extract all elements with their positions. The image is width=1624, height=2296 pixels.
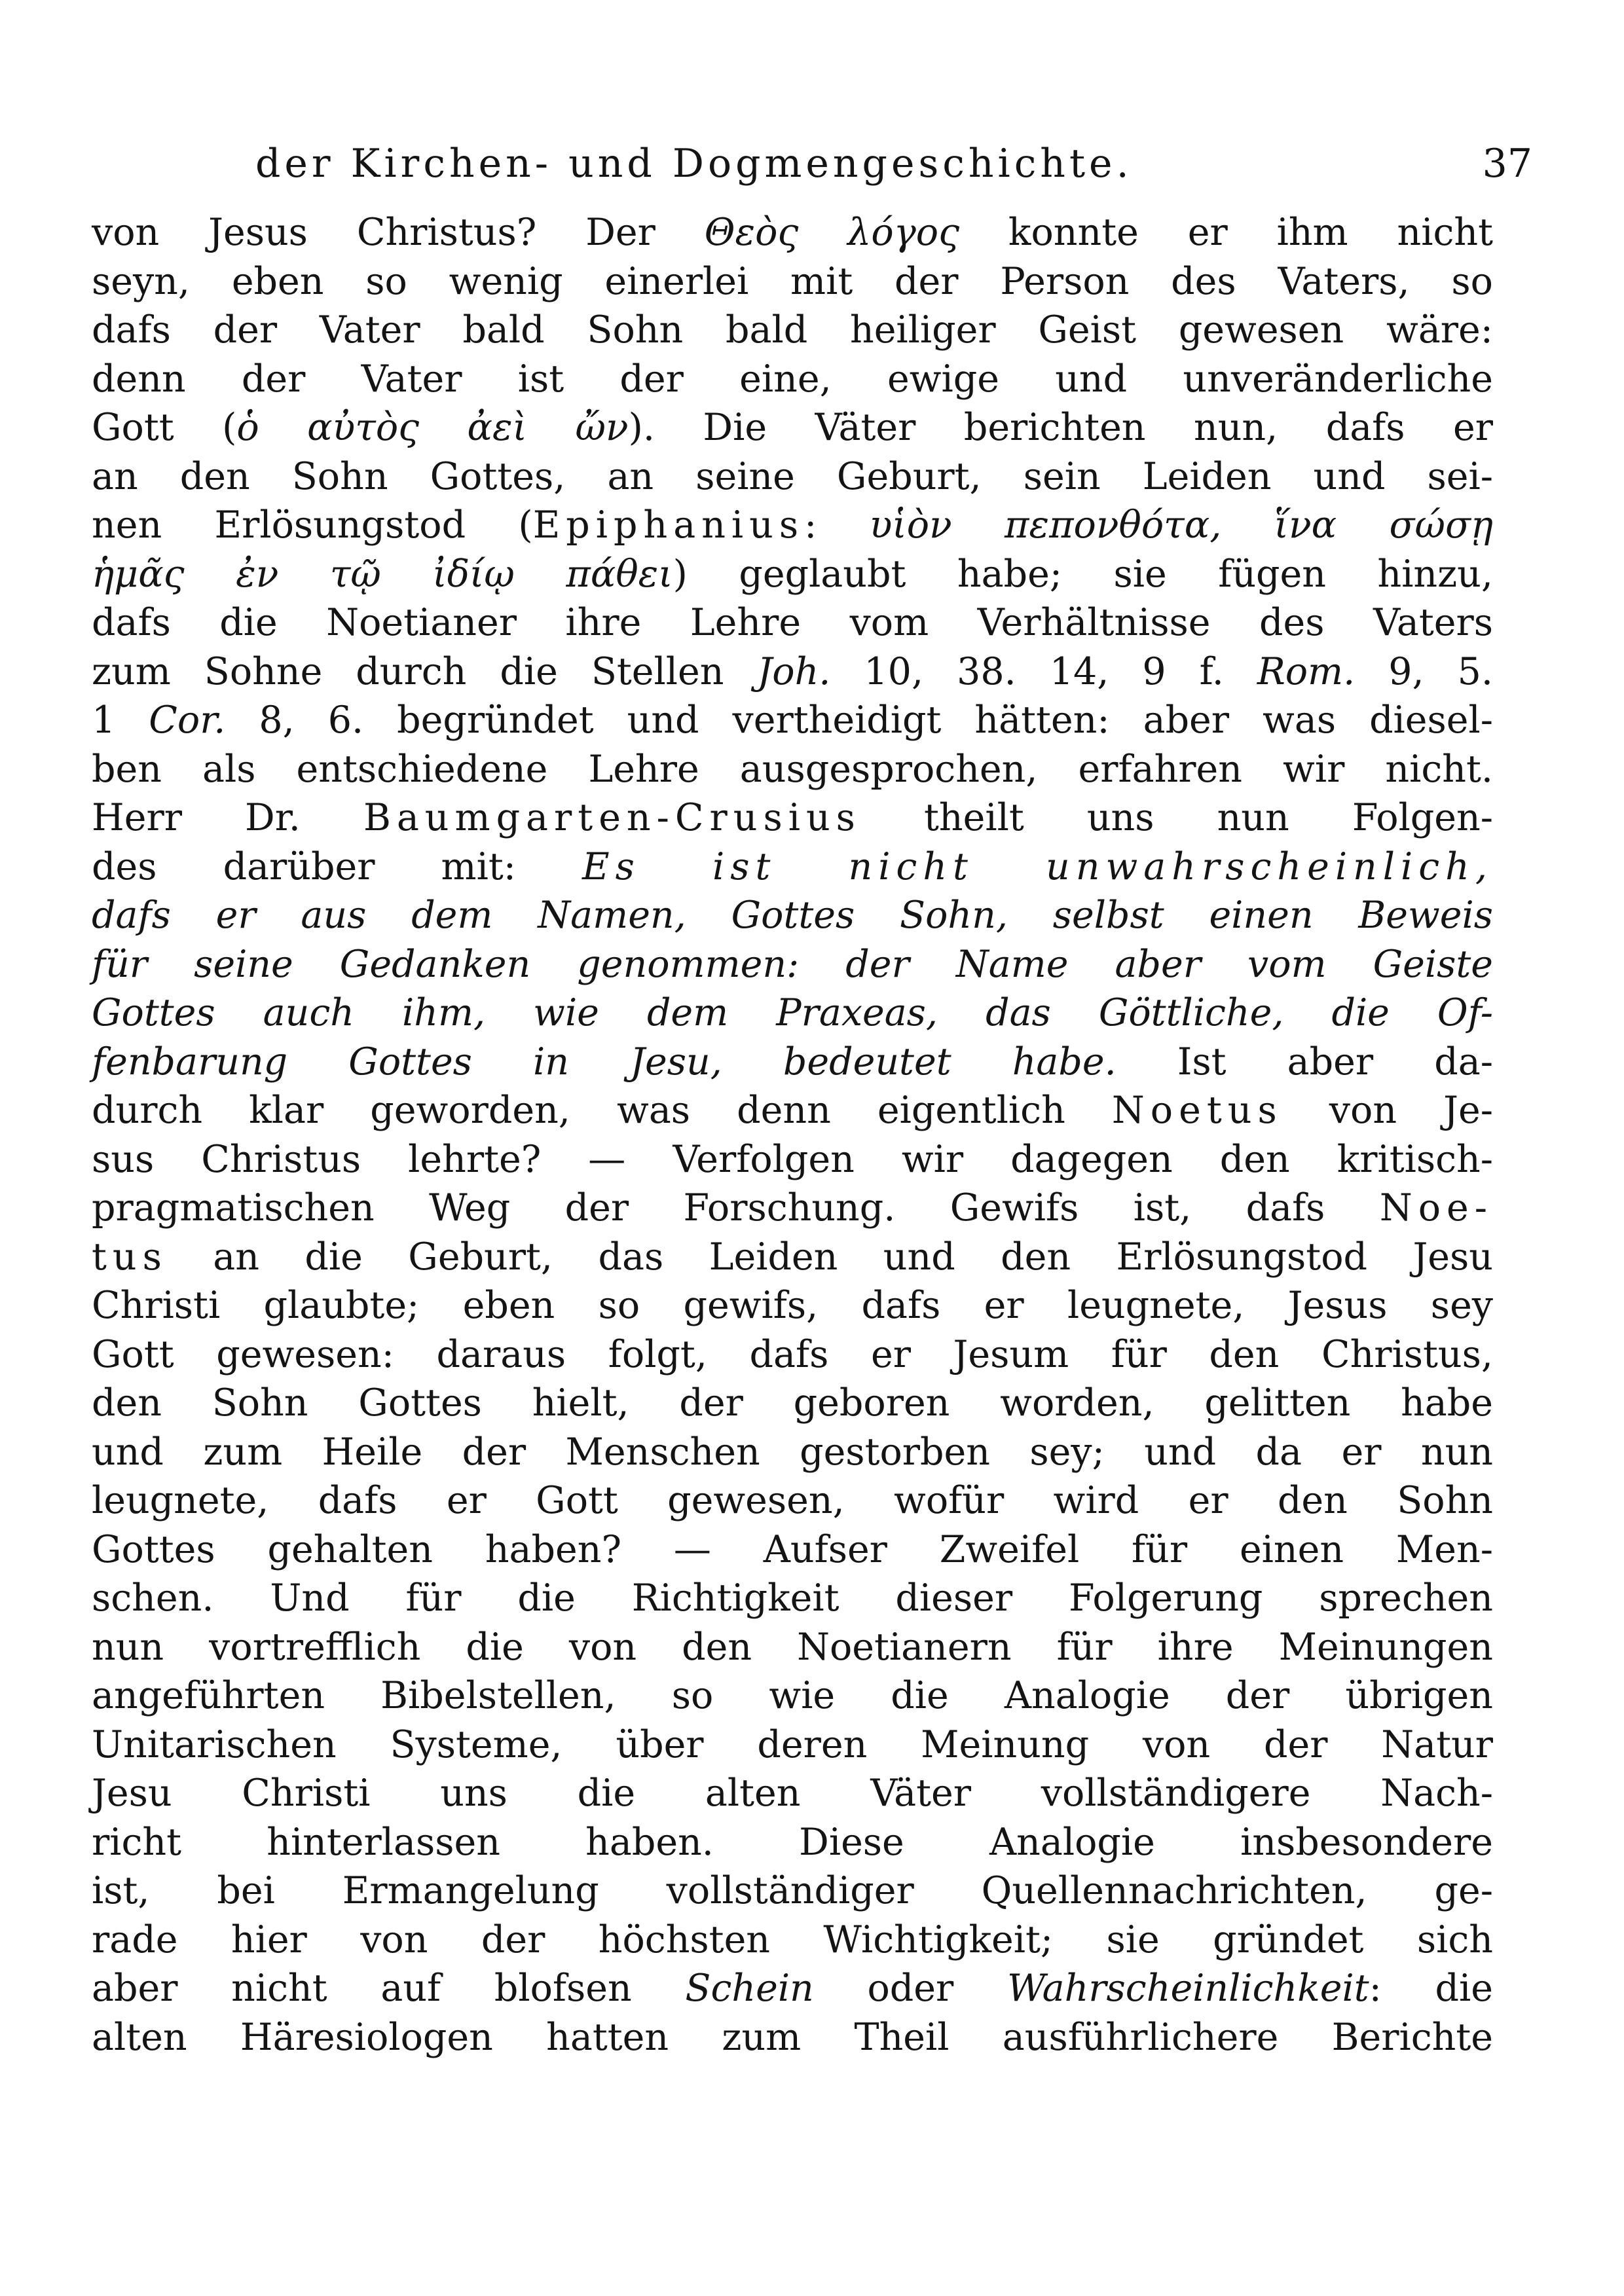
text-segment: ). Die Väter berichten nun, dafs er — [628, 406, 1493, 449]
text-line — [92, 1476, 1493, 1525]
text-segment: ben als entschiedene Lehre ausgesprochen, erfahren wir nicht. — [92, 747, 1493, 791]
text-segment: richt hinterlassen haben. Diese Analogie insbesondere — [92, 1820, 1493, 1864]
text-line — [92, 1379, 1493, 1428]
text-line — [92, 306, 1493, 355]
text-segment: ist, bei Ermangelung vollständiger Quellennachrichten, ge- — [92, 1869, 1493, 1912]
text-segment: 9, 5. — [1355, 649, 1493, 693]
text-segment: Gott ( — [92, 406, 237, 449]
text-segment: ὁ αὐτὸς ἀεὶ ὤν — [236, 406, 629, 449]
text-segment: den Sohn Gottes hielt, der geboren worden, gelitten habe — [92, 1381, 1493, 1425]
text-line — [92, 1721, 1493, 1770]
running-title: der Kirchen- und Dogmengeschichte. — [255, 141, 1133, 187]
text-line — [92, 257, 1493, 306]
text-segment: Baumgarten-Crusius — [363, 796, 861, 839]
text-segment: tus — [92, 1235, 168, 1279]
text-segment: dafs er aus dem Namen, Gottes Sohn, selbst einen Beweis — [92, 894, 1493, 937]
text-segment: 1 — [92, 699, 149, 742]
text-line — [92, 793, 1493, 843]
text-segment: υἱὸν πεπονθότα, ἵνα σώσῃ — [869, 503, 1494, 547]
text-segment: ) geglaubt habe; sie fügen hinzu, — [673, 552, 1493, 596]
text-line — [92, 403, 1493, 452]
text-segment: dafs die Noetianer ihre Lehre vom Verhältnisse des Vaters — [92, 601, 1493, 644]
text-segment: : die — [1369, 1967, 1493, 2010]
text-segment: konnte er ihm nicht — [959, 211, 1493, 254]
text-segment: Christi glaubte; eben so gewifs, dafs er leugnete, Jesus sey — [92, 1284, 1493, 1327]
text-segment: des darüber mit: — [92, 845, 583, 888]
text-line — [92, 891, 1493, 940]
text-segment: Schein — [685, 1967, 814, 2010]
text-segment: durch klar geworden, was denn eigentlich — [92, 1089, 1112, 1132]
text-line — [92, 2013, 1493, 2062]
text-segment: Epiphanius — [532, 503, 805, 547]
text-line — [92, 1867, 1493, 1916]
text-segment: Wahrscheinlichkeit — [1006, 1967, 1369, 2010]
text-line — [92, 1769, 1493, 1818]
text-segment: von Jesus Christus? Der — [92, 211, 705, 254]
text-segment: Herr Dr. — [92, 796, 363, 839]
text-line — [92, 989, 1493, 1038]
text-segment: nun vortrefflich die von den Noetianern für ihre Meinungen — [92, 1625, 1493, 1669]
text-segment: seyn, eben so wenig einerlei mit der Person des Vaters, so — [92, 259, 1493, 303]
text-line — [92, 501, 1493, 550]
text-segment: 8, 6. begründet und vertheidigt hätten: aber was diesel- — [225, 699, 1493, 742]
text-line — [92, 1964, 1493, 2013]
text-segment: Noetus — [1111, 1089, 1283, 1132]
text-segment: Θεὸς λόγος — [704, 211, 960, 254]
text-line — [92, 1525, 1493, 1575]
text-line — [92, 452, 1493, 501]
text-segment: fenbarung Gottes in Jesu, bedeutet habe. — [92, 1040, 1116, 1084]
text-segment: dafs der Vater bald Sohn bald heiliger Geist gewesen wäre: — [92, 308, 1493, 352]
running-head — [255, 134, 1532, 193]
text-segment: an den Sohn Gottes, an seine Geburt, sein Leiden und sei- — [92, 454, 1493, 498]
text-segment: zum Sohne durch die Stellen — [92, 649, 758, 693]
text-segment: von Je- — [1282, 1089, 1493, 1132]
text-segment: an die Geburt, das Leiden und den Erlösungstod Jesu — [167, 1235, 1493, 1279]
text-segment: Unitarischen Systeme, über deren Meinung von der Natur — [92, 1722, 1493, 1766]
text-segment: Noe- — [1379, 1186, 1493, 1230]
text-segment: ἡμᾶς ἐν τῷ ἰδίῳ πάθει — [92, 552, 673, 596]
text-line — [92, 1184, 1493, 1233]
text-segment: und zum Heile der Menschen gestorben sey; und da er nun — [92, 1430, 1493, 1474]
text-line — [92, 1086, 1493, 1135]
body-text — [92, 208, 1493, 2062]
text-segment: 10, 38. 14, 9 f. — [830, 649, 1257, 693]
text-segment: leugnete, dafs er Gott gewesen, wofür wird er den Sohn — [92, 1479, 1493, 1522]
text-line — [92, 1135, 1493, 1184]
text-line — [92, 1428, 1493, 1477]
text-segment: Rom. — [1257, 649, 1356, 693]
page-number: 37 — [1482, 141, 1532, 187]
text-segment: theilt uns nun Folgen- — [860, 796, 1493, 839]
text-line — [92, 940, 1493, 989]
text-segment: angeführten Bibelstellen, so wie die Analogie der übrigen — [92, 1674, 1493, 1717]
text-segment: Joh. — [757, 649, 831, 693]
text-line — [92, 550, 1493, 599]
text-line — [92, 1038, 1493, 1087]
text-line — [92, 1818, 1493, 1867]
text-line — [92, 598, 1493, 647]
text-segment: Es ist nicht unwahrscheinlich, — [582, 845, 1493, 888]
text-segment: alten Häresiologen hatten zum Theil ausführlichere Berichte — [92, 2015, 1493, 2059]
text-segment: oder — [813, 1967, 1007, 2010]
text-line — [92, 1281, 1493, 1330]
text-segment: pragmatischen Weg der Forschung. Gewifs ist, dafs — [92, 1186, 1380, 1230]
text-segment: sus Christus lehrte? — Verfolgen wir dagegen den kritisch- — [92, 1137, 1493, 1181]
text-line — [92, 843, 1493, 892]
text-line — [92, 745, 1493, 794]
text-line — [92, 696, 1493, 745]
text-line — [92, 1233, 1493, 1282]
text-segment: Cor. — [149, 699, 226, 742]
text-line — [92, 208, 1493, 257]
text-line — [92, 1916, 1493, 1965]
text-segment: rade hier von der höchsten Wichtigkeit; sie gründet sich — [92, 1918, 1493, 1961]
text-segment: aber nicht auf blofsen — [92, 1967, 686, 2010]
text-line — [92, 1623, 1493, 1672]
text-segment: nen Erlösungstod ( — [92, 503, 533, 547]
text-line — [92, 1574, 1493, 1623]
text-line — [92, 647, 1493, 697]
text-line — [92, 1671, 1493, 1721]
text-segment: Gott gewesen: daraus folgt, dafs er Jesum für den Christus, — [92, 1332, 1493, 1376]
text-segment: Gottes gehalten haben? — Aufser Zweifel für einen Men- — [92, 1527, 1493, 1571]
text-segment: : — [804, 503, 870, 547]
text-line — [92, 355, 1493, 404]
text-segment: Gottes auch ihm, wie dem Praxeas, das Göttliche, die Of- — [92, 991, 1493, 1034]
text-segment: denn der Vater ist der eine, ewige und unveränderliche — [92, 357, 1493, 401]
text-line — [92, 1330, 1493, 1379]
text-segment: für seine Gedanken genommen: der Name aber vom Geiste — [92, 942, 1493, 986]
text-segment: Jesu Christi uns die alten Väter vollständigere Nach- — [92, 1772, 1493, 1815]
text-segment: schen. Und für die Richtigkeit dieser Folgerung sprechen — [92, 1576, 1493, 1620]
text-segment: Ist aber da- — [1116, 1040, 1493, 1084]
